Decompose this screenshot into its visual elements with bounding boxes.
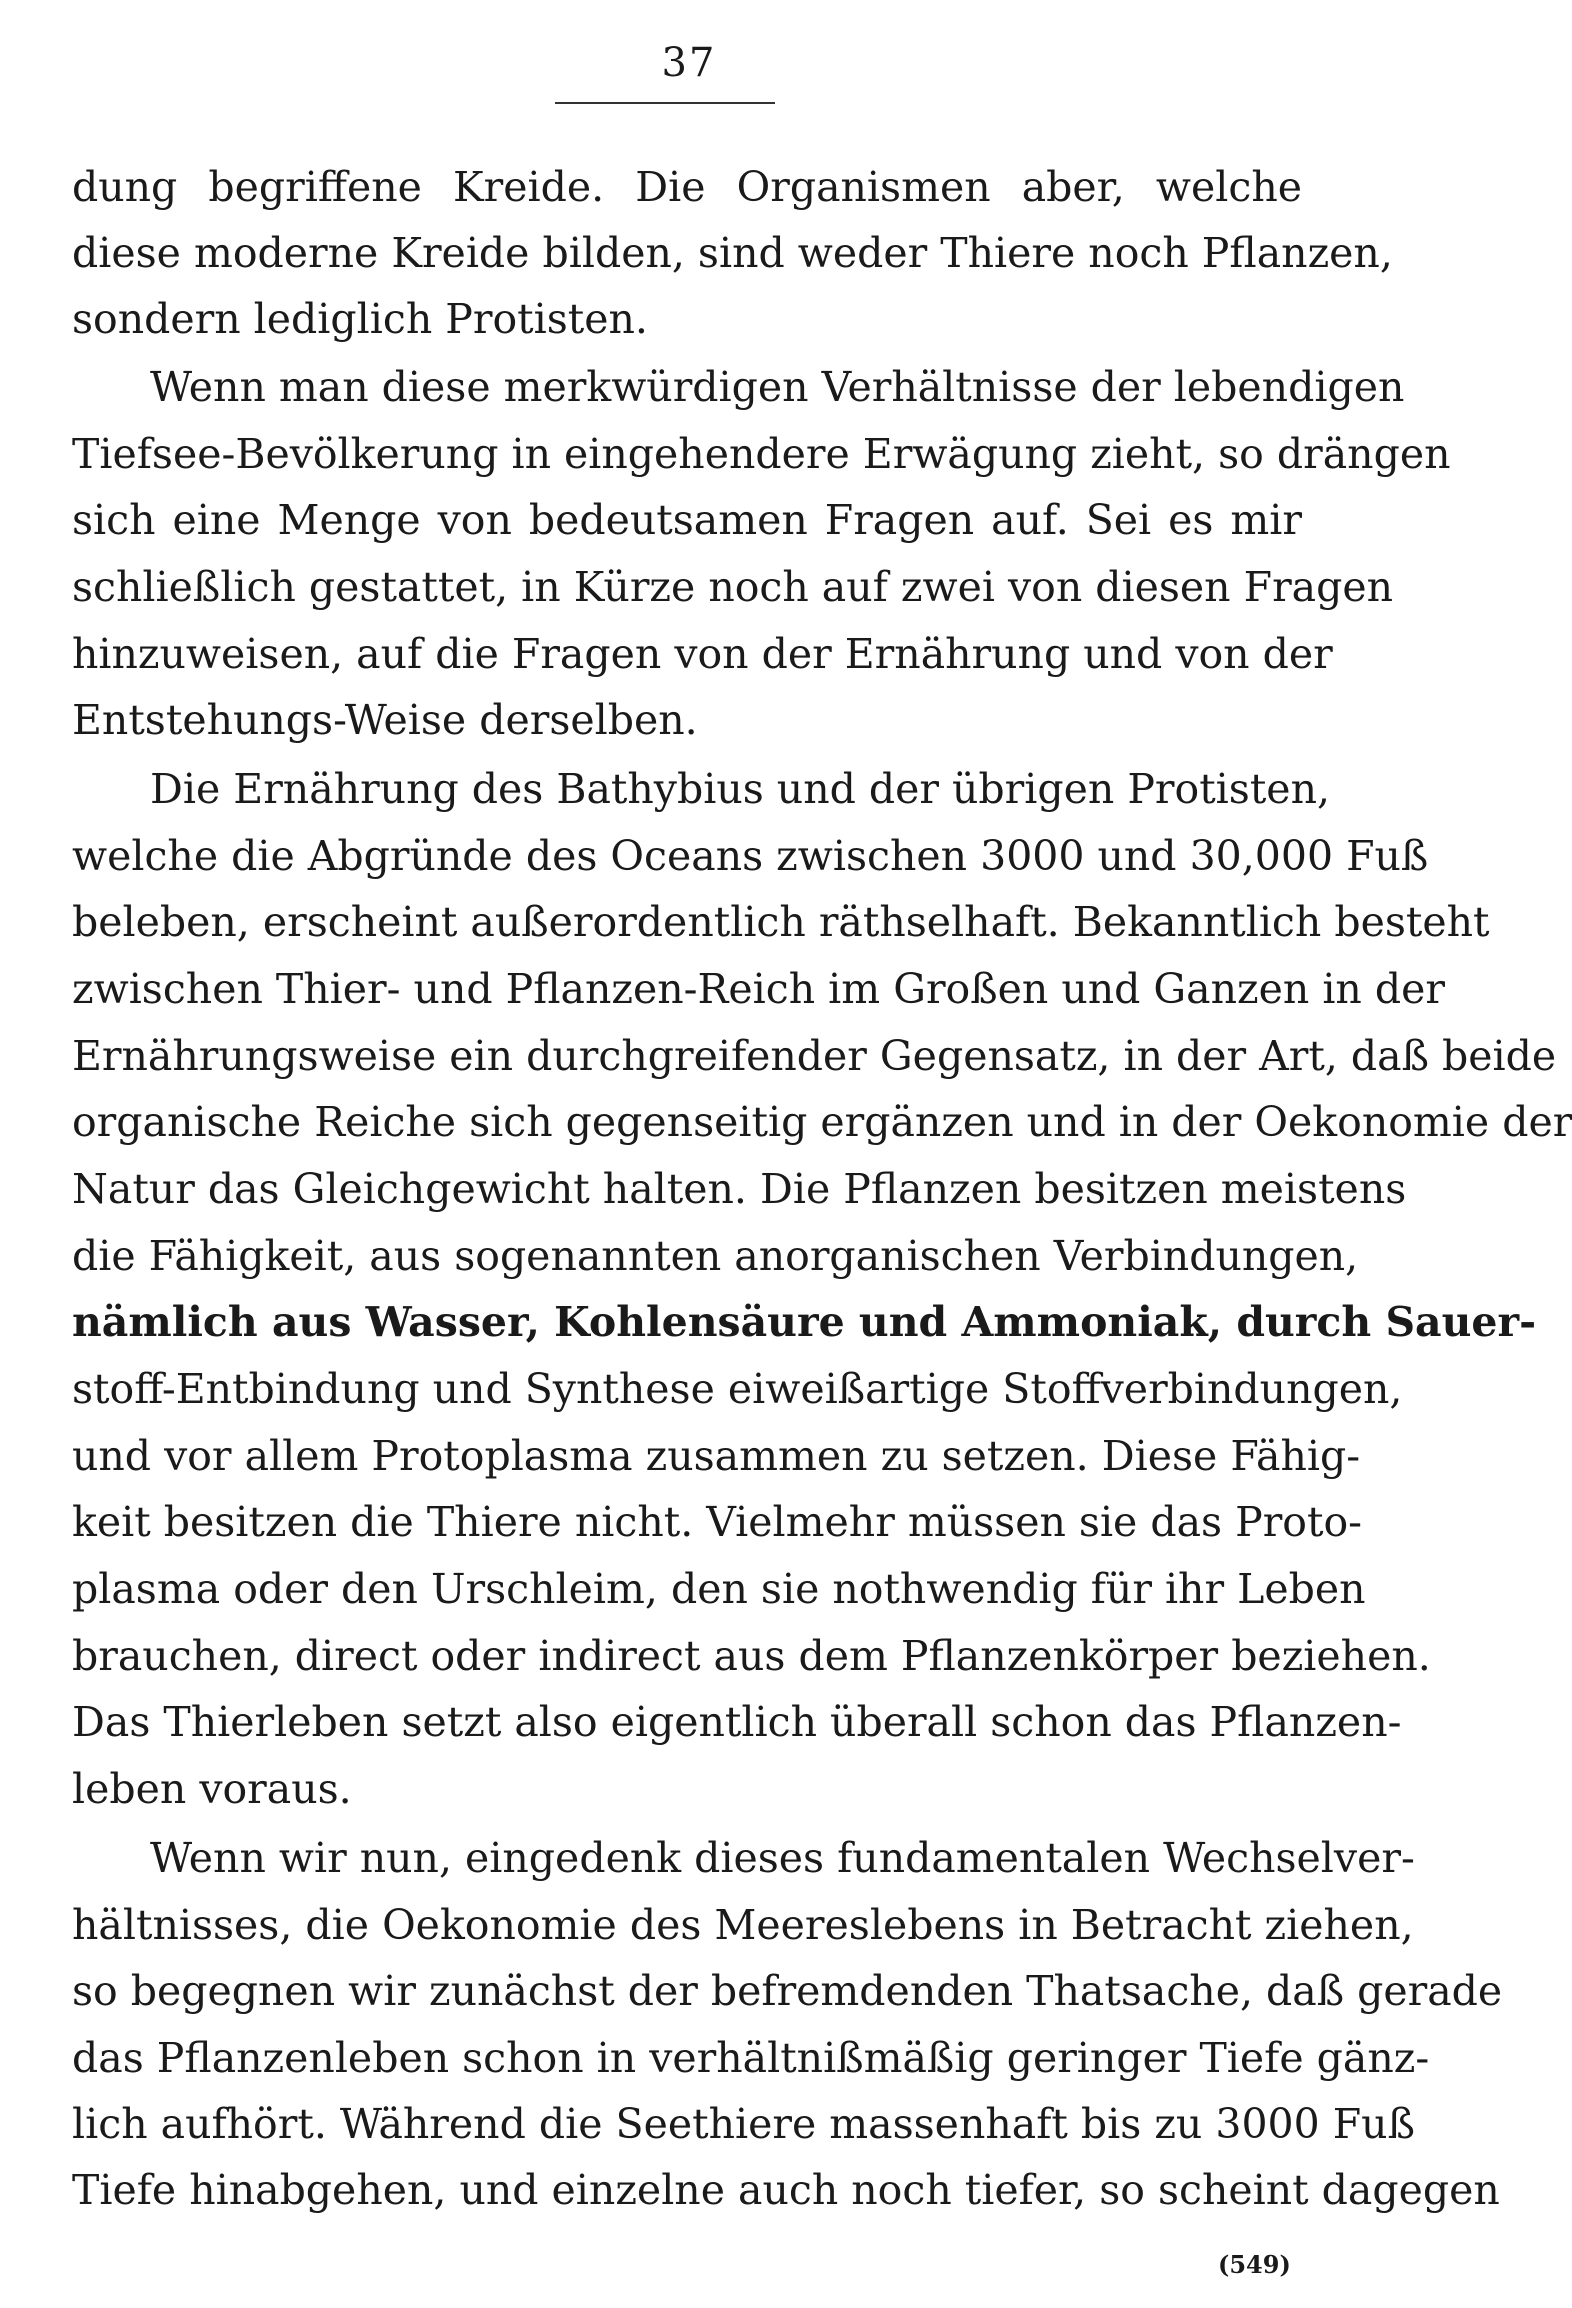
text-line: leben voraus. [72,1765,352,1813]
text-line: Das Thierleben setzt also eigentlich überall schon das Pflanzen- [72,1698,1402,1746]
text-line: brauchen, direct oder indirect aus dem Pflanzenkörper beziehen. [72,1632,1431,1680]
text-line: sondern lediglich Protisten. [72,295,648,343]
text-line: hältnisses, die Oekonomie des Meereslebens in Betracht ziehen, [72,1901,1414,1949]
text-line: Ernährungsweise ein durchgreifender Gegensatz, in der Art, daß beide [72,1032,1557,1080]
text-line: organische Reiche sich gegenseitig ergänzen und in der Oekonomie der [72,1098,1572,1146]
text-line: Tiefsee-Bevölkerung in eingehendere Erwägung zieht, so drängen [72,430,1451,478]
text-line: diese moderne Kreide bilden, sind weder Thiere noch Pflanzen, [72,229,1393,277]
signature-mark: (549) [1218,2250,1291,2279]
text-line: die Fähigkeit, aus sogenannten anorganischen Verbindungen, [72,1232,1359,1280]
page-number: 37 [661,40,717,86]
text-line: und vor allem Protoplasma zusammen zu setzen. Diese Fähig- [72,1432,1361,1480]
text-line: nämlich aus Wasser, Kohlensäure und Ammoniak, durch Sauer- [72,1298,1537,1346]
text-line: Natur das Gleichgewicht halten. Die Pflanzen besitzen meistens [72,1165,1407,1213]
text-line: schließlich gestattet, in Kürze noch auf zwei von diesen Fragen [72,563,1394,611]
text-line: Wenn man diese merkwürdigen Verhältnisse der lebendigen [150,363,1405,411]
text-line: plasma oder den Urschleim, den sie nothwendig für ihr Leben [72,1565,1366,1613]
text-line: das Pflanzenleben schon in verhältnißmäßig geringer Tiefe gänz- [72,2034,1430,2082]
text-line: zwischen Thier- und Pflanzen-Reich im Großen und Ganzen in der [72,965,1445,1013]
text-line: Wenn wir nun, eingedenk dieses fundamentalen Wechselver- [150,1834,1415,1882]
text-line: keit besitzen die Thiere nicht. Vielmehr müssen sie das Proto- [72,1498,1362,1546]
text-line: Entstehungs-Weise derselben. [72,696,698,744]
text-line: hinzuweisen, auf die Fragen von der Ernährung und von der [72,630,1333,678]
text-line: welche die Abgründe des Oceans zwischen 3000 und 30,000 Fuß [72,832,1429,880]
text-line: so begegnen wir zunächst der befremdenden Thatsache, daß gerade [72,1967,1503,2015]
text-line: beleben, erscheint außerordentlich räthselhaft. Bekanntlich besteht [72,898,1490,946]
text-line: Die Ernährung des Bathybius und der übrigen Protisten, [150,765,1331,813]
header-rule [555,102,775,104]
text-line: dung begriffene Kreide. Die Organismen aber, welche [72,163,1302,211]
text-line: lich aufhört. Während die Seethiere massenhaft bis zu 3000 Fuß [72,2100,1415,2148]
text-line: Tiefe hinabgehen, und einzelne auch noch tiefer, so scheint dagegen [72,2166,1500,2214]
text-line: sich eine Menge von bedeutsamen Fragen auf. Sei es mir [72,496,1302,544]
text-line: stoff-Entbindung und Synthese eiweißartige Stoffverbindungen, [72,1365,1403,1413]
